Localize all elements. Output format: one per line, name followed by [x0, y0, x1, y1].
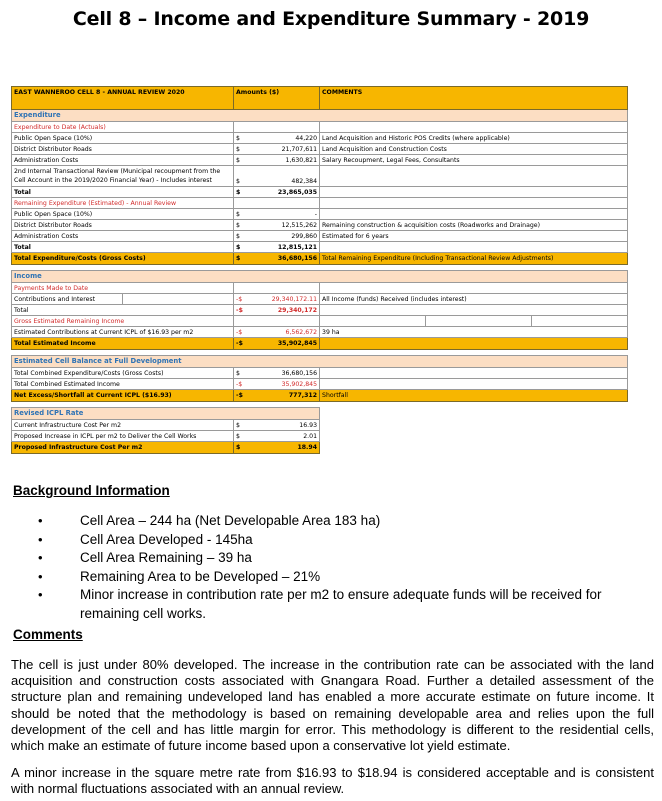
- row-comment: [320, 209, 628, 220]
- row-label: Total Estimated Income: [12, 338, 234, 350]
- table-row: [12, 133, 628, 144]
- list-item: • Cell Area Developed - 145ha: [38, 531, 638, 550]
- subsection-label: Gross Estimated Remaining Income: [12, 316, 234, 327]
- subsection-label: Expenditure to Date (Actuals): [12, 122, 234, 133]
- row-label: Net Excess/Shortfall at Current ICPL ($16.93): [12, 390, 234, 402]
- row-amount: $ 18.94: [234, 442, 320, 454]
- table-row: [12, 166, 628, 187]
- table-row: [12, 231, 628, 242]
- grand-total-row: [12, 390, 628, 402]
- subsection-label: Remaining Expenditure (Estimated) - Annual Review: [12, 198, 234, 209]
- page-title: Cell 8 – Income and Expenditure Summary - 2019: [72, 8, 590, 30]
- row-amount: $ 2.01: [234, 431, 320, 442]
- subsection-row: [12, 198, 628, 209]
- row-amount: $ 36,680,156: [234, 253, 320, 265]
- list-item: • Remaining Area to be Developed – 21%: [38, 568, 638, 587]
- row-comment: Shortfall: [320, 390, 628, 402]
- total-row: [12, 242, 628, 253]
- row-label: Current Infrastructure Cost Per m2: [12, 420, 234, 431]
- comments-heading: Comments: [13, 627, 83, 642]
- subsection-row: [12, 122, 628, 133]
- comments-header: COMMENTS: [320, 87, 628, 110]
- row-label: Public Open Space (10%): [12, 209, 234, 220]
- row-comment: 39 ha: [320, 327, 628, 338]
- row-label: Proposed Infrastructure Cost Per m2: [12, 442, 234, 454]
- row-label: Estimated Contributions at Current ICPL of $16.93 per m2: [12, 327, 234, 338]
- row-amount: -$ 29,340,172.11: [234, 294, 320, 305]
- income-title: Income: [12, 271, 628, 283]
- row-amount: $ 16.93: [234, 420, 320, 431]
- row-label: Proposed Increase in ICPL per m2 to Deliver the Cell Works: [12, 431, 234, 442]
- row-amount: $ 12,515,262: [234, 220, 320, 231]
- section-header: [12, 408, 628, 420]
- row-comment: [320, 166, 628, 187]
- table-row: [12, 420, 628, 431]
- subsection-row: [12, 283, 628, 294]
- grand-total-row: [12, 338, 628, 350]
- row-amount: -$ 35,902,845: [234, 379, 320, 390]
- table-row: [12, 294, 628, 305]
- table-row: [12, 209, 628, 220]
- subsection-label: Payments Made to Date: [12, 283, 234, 294]
- expenditure-title: Expenditure: [12, 110, 628, 122]
- comments-paragraph: The cell is just under 80% developed. The increase in the contribution rate can be associated with the land acquisition and construction costs associated with Gnangara Road. Further a detailed assessment of the structure plan and remaining undeveloped land has enabled a more accurate estimate on future income. It should be noted that the methodology is based on remaining developable area and relies upon the full development of the cell and has little margin for error. This methodology is different to the residential cells, which make an estimate of future income based upon a conservative lot yield estimate.: [11, 657, 654, 754]
- row-label: Total Expenditure/Costs (Gross Costs): [12, 253, 234, 265]
- section-header: [12, 356, 628, 368]
- table-row: [12, 368, 628, 379]
- row-amount: -$ 777,312: [234, 390, 320, 402]
- row-amount: -$ 35,902,845: [234, 338, 320, 350]
- table-row: [12, 431, 628, 442]
- row-amount: -$ 6,562,672: [234, 327, 320, 338]
- table-row: [12, 327, 628, 338]
- row-label: Total: [12, 187, 234, 198]
- section-header: [12, 271, 628, 283]
- row-amount: $ -: [234, 209, 320, 220]
- amounts-header: Amounts ($): [234, 87, 320, 110]
- row-label: Total Combined Expenditure/Costs (Gross Costs): [12, 368, 234, 379]
- row-comment: Land Acquisition and Construction Costs: [320, 144, 628, 155]
- row-label: Public Open Space (10%): [12, 133, 234, 144]
- grand-total-row: [12, 442, 628, 454]
- row-label: District Distributor Roads: [12, 144, 234, 155]
- row-label: Total: [12, 242, 234, 253]
- row-amount: $ 482,384: [234, 166, 320, 187]
- row-label: Total: [12, 305, 234, 316]
- row-amount: $ 12,815,121: [234, 242, 320, 253]
- row-amount: $ 21,707,611: [234, 144, 320, 155]
- row-label: Total Combined Estimated Income: [12, 379, 234, 390]
- list-item: • Cell Area – 244 ha (Net Developable Area 183 ha): [38, 512, 638, 531]
- row-comment: All Income (funds) Received (includes interest): [320, 294, 628, 305]
- balance-title: Estimated Cell Balance at Full Development: [12, 356, 628, 368]
- table-row: [12, 144, 628, 155]
- row-amount: $ 1,630,821: [234, 155, 320, 166]
- row-comment: Total Remaining Expenditure (Including Transactional Review Adjustments): [320, 253, 628, 265]
- row-comment: Estimated for 6 years: [320, 231, 628, 242]
- row-comment: Salary Recoupment, Legal Fees, Consultants: [320, 155, 628, 166]
- table-title: EAST WANNEROO CELL 8 - ANNUAL REVIEW 2020: [12, 87, 234, 110]
- annual-review-table: [11, 86, 628, 454]
- subsection-row: [12, 316, 628, 327]
- row-label: Administration Costs: [12, 231, 234, 242]
- row-label: 2nd Internal Transactional Review (Municipal recoupment from the Cell Account in the 2019/2020 Financial Year) - Includes interest: [12, 166, 234, 187]
- background-list: [38, 512, 638, 623]
- row-amount: $ 44,220: [234, 133, 320, 144]
- total-row: [12, 187, 628, 198]
- list-item: • Minor increase in contribution rate per m2 to ensure adequate funds will be received for remaining cell works.: [38, 586, 638, 623]
- row-amount: $ 23,865,035: [234, 187, 320, 198]
- grand-total-row: [12, 253, 628, 265]
- table-row: [12, 220, 628, 231]
- row-amount: $ 36,680,156: [234, 368, 320, 379]
- row-comment: Remaining construction & acquisition costs (Roadworks and Drainage): [320, 220, 628, 231]
- row-label: District Distributor Roads: [12, 220, 234, 231]
- row-amount: $ 299,860: [234, 231, 320, 242]
- list-item: • Cell Area Remaining – 39 ha: [38, 549, 638, 568]
- table-row: [12, 155, 628, 166]
- row-amount: -$ 29,340,172: [234, 305, 320, 316]
- section-header: [12, 110, 628, 122]
- table-row: [12, 379, 628, 390]
- row-label: Contributions and Interest: [12, 294, 123, 305]
- row-comment: Land Acquisition and Historic POS Credits (where applicable): [320, 133, 628, 144]
- total-row: [12, 305, 628, 316]
- icpl-title: Revised ICPL Rate: [12, 408, 320, 420]
- row-label: Administration Costs: [12, 155, 234, 166]
- comments-paragraph: A minor increase in the square metre rate from $16.93 to $18.94 is considered acceptable and is consistent with normal fluctuations associated with an annual review.: [11, 765, 654, 797]
- background-heading: Background Information: [13, 483, 170, 498]
- table-header-row: [12, 87, 628, 110]
